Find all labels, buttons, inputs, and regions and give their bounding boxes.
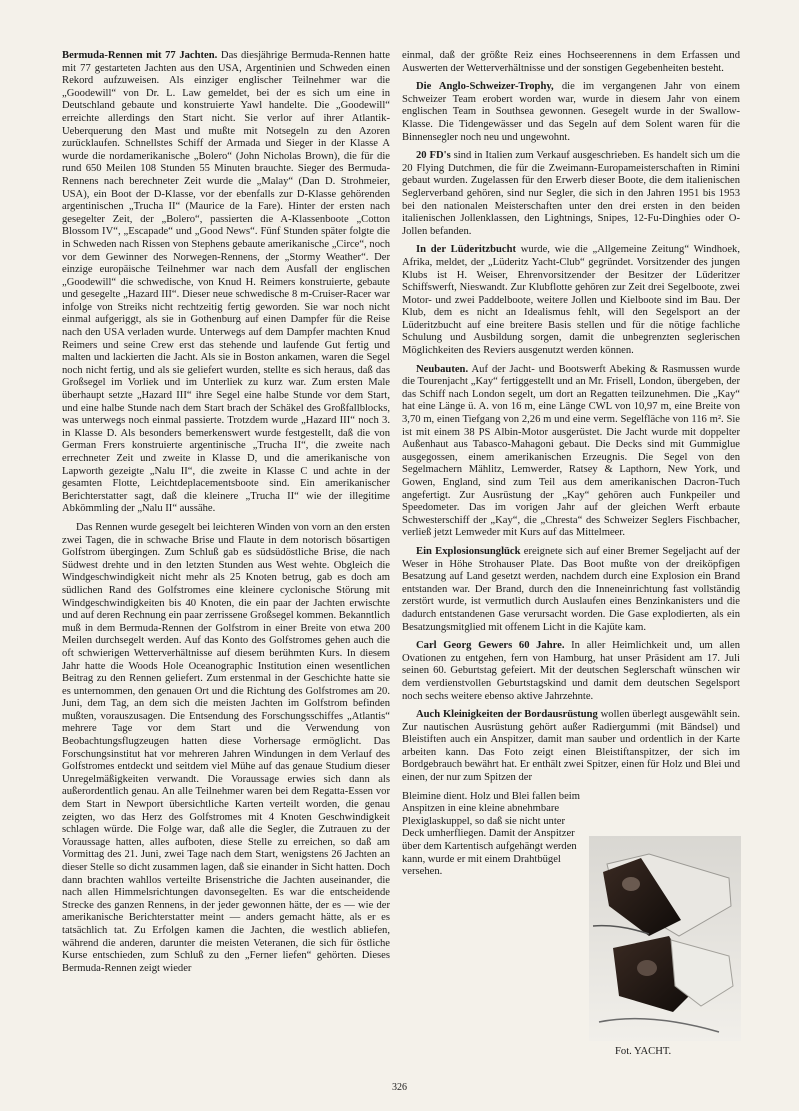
article-gewers-title: Carl Georg Gewers 60 Jahre. xyxy=(416,640,565,652)
article-luederitz xyxy=(402,244,740,357)
article-luederitz-body: wurde, wie die „Allgemeine Zeitung“ Windhoek, Afrika, meldet, der „Lüderitz Yacht-Club“ gegründet. Vorsitzender des jungen Klubs ist H. Weiser, Ehrenvorsitzender der Besitzer der Lüderitzer Schiffswerft, Nieswandt. Zur Klubflotte gehören zur Zeit drei Segelboote, zwei Motor- und zwei Paddelboote, weitere Jollen und Kielboote sind im Bau. Der Klub, dem es nicht an Idealismus fehlt, will den Segelsport an der Lüderitzbucht auf eine breitere Basis stellen und für die nötige fachliche Schulung und Ausbildung sorgen, damit die unbegrenzten seglerischen Möglichkeiten des Reviers ausgenutzt werden können. xyxy=(402,244,740,357)
article-bermuda-body-2: Das Rennen wurde gesegelt bei leichteren Winden von vorn an den ersten zwei Tagen, die in schwache Brise und Flaute in dem notorisch bösartigen Golfstrom übergingen. Zum Schluß gab es südsüdöstliche Brise, die nach Südwest drehte und in den letzten Stunden aus West wehte. Obgleich die Windgeschwindigkeit nicht mehr als 25 Knoten betrug, gab es doch am südlichen Rand des Golfstromes eine kleinere cyclonische Störung mit Windgeschwindigkeiten bis 40 Knoten, die ein paar der Jachten erwischte und auf deren Rechnung ein paar zerrissene Großsegel kommen. Bekanntlich muß in dem Bermuda-Rennen der Golfstrom in einer Breite von etwa 200 Meilen durchsegelt werden. Auf das Konto des Golfstromes gehen auch die oft schwierigen Wetterverhältnisse auf diesem berühmten Kurs. In diesem Jahr hatte die Woods Hole Oceanographic Institution einen wesentlichen Beitrag zu den Rennen geliefert. Zum erstenmal in der Geschichte hatte sie es unternommen, den genauen Ort und die Richtung des Golfstromes am 20. Juni, dem Tag, an dem sich die meisten Jachten im Golfstrom befinden mußten, vorauszusagen. Die Entsendung des Forschungsschiffes „Atlantis“ mehrere Tage vor dem Start und die Verwendung von Beobachtungsflugzeugen hatten diese Vorhersage ermöglicht. Das Forschungsinstitut hat vor mehreren Jahren Windungen in dem Verlauf des Golfstromes entdeckt und seitdem viel Mühe auf das genaue Studium dieser Unregelmäßigkeiten verwandt. Die Voraussage erwies sich dann als außerordentlich genau. An alle Teilnehmer waren bei dem Regatta-Essen vor dem Start in Newport übersichtliche Karten verteilt worden, die genau zeigten, wo das Herz des Golfstromes mit 4 Knoten Geschwindigkeit schlagen würde. Die Folge war, daß alle die Segler, die Zutrauen zu der Voraussage hatten, alles aufboten, diese Stelle zu erreichen, so daß am Vormittag des 21. Juni, zwei Tage nach dem Start, wenigstens 26 Jachten an dieser Stelle so dicht zusammen lagen, daß sie einander in Sicht hatten. Doch dann brachten wahllos verteilte Brisenstriche die Jachten auseinander, die nach allen Himmelsrichtungen davonsegelten. Es war die entscheidende Strecke des ganzen Rennens, in der jeder gewonnen hätte, der es — wie der amerikanische Berichterstatter meint — anders gemacht hätte, als er es tatsächlich tat. Zu Erfolgen kamen die Jachten, die westlich abliefen, während die anderen, darunter die meisten Veteranen, die sich für östliche Kurse entschieden, zum Schluß zu den „Ferner liefen“ gehörten. Dieses Bermuda-Rennen zeigt wieder xyxy=(62,521,390,974)
article-explosion xyxy=(402,546,740,634)
article-bermuda-body: Das diesjährige Bermuda-Rennen hatte mit 77 gestarteten Jachten aus den USA, Argentinien und Schweden einen Rekord aufzuweisen. Als einziger englischer Teilnehmer war die „Goodewill“ von Dr. L. Law gemeldet, bei der es sich um eine in Deutschland gebaute und konstruierte Yawl handelte. Die „Goodewill“ erreichte allerdings den Start nicht. Sie verlor auf ihrer Atlantik-Ueberquerung den Mast und mußte mit Notsegeln zu den Azoren zurücklaufen. Schnellstes Schiff der Armada und Sieger in der Klasse A wurde die nordamerikanische „Bolero“ (John Nicholas Brown), die für die rund 650 Meilen 108 Stunden 55 Minuten brauchte. Sieger des Bermuda-Rennens nach berechneter Zeit wurde die „Malay“ (Dan D. Strohmeier, USA), ein Boot der D-Klasse, vor der ebenfalls zur D-Klasse gehörenden argentinischen „Trucha II“ (Maurice de la Fare). Hinter der ersten nach gesegelter Zeit, der „Bolero“, passierten die A-Klassenboote „Cotton Blossom IV“, „Escapade“ und „Good News“. Fünf Stunden später folgte die in Schweden nach Rissen von Stephens gebaute amerikanische „Circe“, noch vor dem Gewinner des Norwegen-Rennens, der „Stormy Weather“. Der einzige europäische Teilnehmer war nach dem Ausfall der englischen „Goodewill“ die schwedische, von Knud H. Reimers konstruierte, gebaute und gesegelte „Hazard III“. Dieser neue schwedische 8 m-Cruiser-Racer war infolge von Streiks nicht rechtzeitig fertig geworden. Sie war noch nicht einmal aufgeriggt, als sie in Gothenburg auf einen Dampfer für die Reise nach den USA verladen wurde. Unterwegs auf dem Dampfer machten Knud Reimers und seine Crew erst das stehende und laufende Gut fertig und malten und lackierten die Jacht. Als sie in Boston ankamen, waren die Segel noch nicht fertig, und als sie geliefert wurden, stellte es sich heraus, daß das Großsegel im Vorliek und im Unterliek zu kurz war. Zum ersten Male überhaupt setzte „Hazard III“ ihre Segel eine halbe Stunde vor dem Start, und eine halbe Stunde nach dem Start brach der Schäkel des Großfallblocks, was unterwegs noch einmal passierte. Trotzdem wurde „Hazard III“ noch 3. in Klasse D. Als besonders bemerkenswert wurde festgestellt, daß die von German Frers konstruierte argentinische „Trucha II“, die zweite nach errechneter Zeit und zweite in Klasse D, und die amerikanische von Lapworth gezeigte „Nalu II“, die zweite in Klasse C und achte in der gesamten Flotte, Leichtdeplacementsboote sind. Ein amerikanischer Berichterstatter sagt, daß die kleinere „Trucha II“ wie der illegitime Abkömmling der „Nalu II“ aussähe. xyxy=(62,50,390,515)
article-explosion-body: ereignete sich auf einer Bremer Segeljacht auf der Weser in Höhe Strohauser Plate. Das Boot mußte von der dreiköpfigen Besatzung auf Land gesetzt werden, nachdem durch eine Explosion ein Brand entstanden war. Der Brand, durch den die Inneneinrichtung fast vollständig zerstört wurde, ist vermutlich durch Auslaufen eines Benzinkanisters und die dadurch entstandenen Gase verursacht worden. Die Gase explodierten, als ein Besatzungsmitglied mit offenem Licht in die Kajüte kam. xyxy=(402,545,740,633)
right-column xyxy=(402,50,740,885)
article-anglo-swiss-body: die im vergangenen Jahr von einem Schweizer Team erobert worden war, wurde in diesem Jahr von einem englischen Team in Southsea gewonnen. Gesegelt wurde in der Swallow-Klasse. Die Tidengewässer und das Segeln auf dem Solent waren für die Binnensegler noch neu und ungewohnt. xyxy=(402,81,741,143)
article-luederitz-title: In der Lüderitzbucht xyxy=(416,244,517,256)
article-bermuda xyxy=(62,50,390,516)
article-neubauten-body: Auf der Jacht- und Bootswerft Abeking & Rasmussen wurde die Tourenjacht „Kay“ fertiggestellt und an Mr. Frisell, London, übergeben, der das Schiff nach London segelt, um dort an Regatten teilzunehmen. Die „Kay“ hat eine Länge ü. A. von 16 m, eine Länge CWL von 10,97 m, eine Breite von 3,70 m, einen Tiefgang von 2,26 m und eine verm. Segelfläche von 116 m². Sie ist mit einem 38 PS Albin-Motor ausgerüstet. Die Jacht wurde mit doppelter Außenhaut aus Tabasco-Mahagoni gebaut. Die Decks sind mit Gummiglue ausgegossen, einem amerikanischen Erzeugnis. Die Segel von den Segelmachern Mählitz, Lemwerder, Ratsey & Lapthorn, New York, und Gowen, England, sind zum Teil aus dem amerikanischen Dacron-Tuch angefertigt. Zur Ausrüstung der „Kay“ gehören auch Funkpeiler und Speedometer. Das im vorigen Jahr auf der gleichen Werft erbaute Schwesterschiff der „Kay“, die „Chresta“ des Schweizer Seglers Fischbacher, verließ jetzt Lemweder mit Kurs auf das Mittelmeer. xyxy=(402,363,740,539)
article-anglo-swiss-title: Die Anglo-Schweizer-Trophy, xyxy=(416,81,554,93)
article-fds-body: sind in Italien zum Verkauf ausgeschrieben. Es handelt sich um die 20 Flying Dutchmen, die für die Zweimann-Europameisterschaften in Rimini gebaut wurden. Zugelassen für den Erwerb dieser Boote, die dem italienischen Seglerverband gehören, sind nur Segler, die sich in den Jahren 1951 bis 1953 bei den nationalen Meisterschaften unter den drei ersten in den beiden italienischen Jollenklassen, den Lightnings, Snipes, 12-Fu-Dinghies oder O-Jollen befanden. xyxy=(402,150,740,237)
article-fds-title: 20 FD's xyxy=(416,150,451,162)
article-bordausruestung-body: wollen überlegt ausgewählt sein. Zur nautischen Ausrüstung gehört außer Radiergummi (mit Bändsel) und Bleistiften auch ein Anspitzer, damit man sauber und ordentlich in der Karte arbeiten kann. Das Foto zeigt einen Bleistiftanspitzer, der sich im Bordgebrauch bewährt hat. Er enthält zwei Spitzer, einen für Holz und Blei und einen, der nur zum Spitzen der xyxy=(402,709,740,784)
sharpener-photo-image xyxy=(589,836,741,1041)
article-bordausruestung-cont xyxy=(402,791,587,879)
article-neubauten-title: Neubauten. xyxy=(416,363,469,375)
article-bordausruestung-title: Auch Kleinigkeiten der Bordausrüstung xyxy=(416,709,598,721)
article-bermuda-title: Bermuda-Rennen mit 77 Jachten. xyxy=(62,50,218,61)
left-column xyxy=(62,50,390,981)
article-bermuda-end xyxy=(402,50,740,75)
article-gewers-body: In aller Heimlichkeit und, um allen Ovationen zu entgehen, fern von Hamburg, hat unser Präsident am 17. Juli seinen 60. Geburtstag gefeiert. Mit der deutschen Seglerschaft wünschen wir dem verdienstvollen Geburtstagskind und damit dem deutschen Segelsport noch sechs weitere ebenso aktive Jahrzehnte. xyxy=(402,640,740,702)
article-neubauten xyxy=(402,364,740,540)
article-gewers xyxy=(402,640,740,703)
article-bordausruestung xyxy=(402,709,740,785)
page-number: 326 xyxy=(392,1082,407,1093)
article-bordausruestung-body-2: Bleimine dient. Holz und Blei fallen beim Anspitzen in eine kleine abnehmbare Plexiglaskuppel, so daß sie nicht unter Deck umherfliegen. Damit der Anspitzer über dem Kartentisch aufgehängt werden kann, wurde er mit einem Drahtbügel versehen. xyxy=(402,790,580,878)
article-bermuda-end-text: einmal, daß der größte Reiz eines Hochseerennens in dem Erfassen und Auswerten der Wetterverhältnisse und der sonstigen Gegebenheiten besteht. xyxy=(402,50,740,74)
article-explosion-title: Ein Explosionsunglück xyxy=(416,545,521,557)
photo-caption: Fot. YACHT. xyxy=(615,1046,672,1057)
article-anglo-swiss xyxy=(402,81,740,144)
article-bermuda-cont xyxy=(62,522,390,975)
article-fds xyxy=(402,150,740,238)
sharpener-photo xyxy=(589,836,741,1041)
